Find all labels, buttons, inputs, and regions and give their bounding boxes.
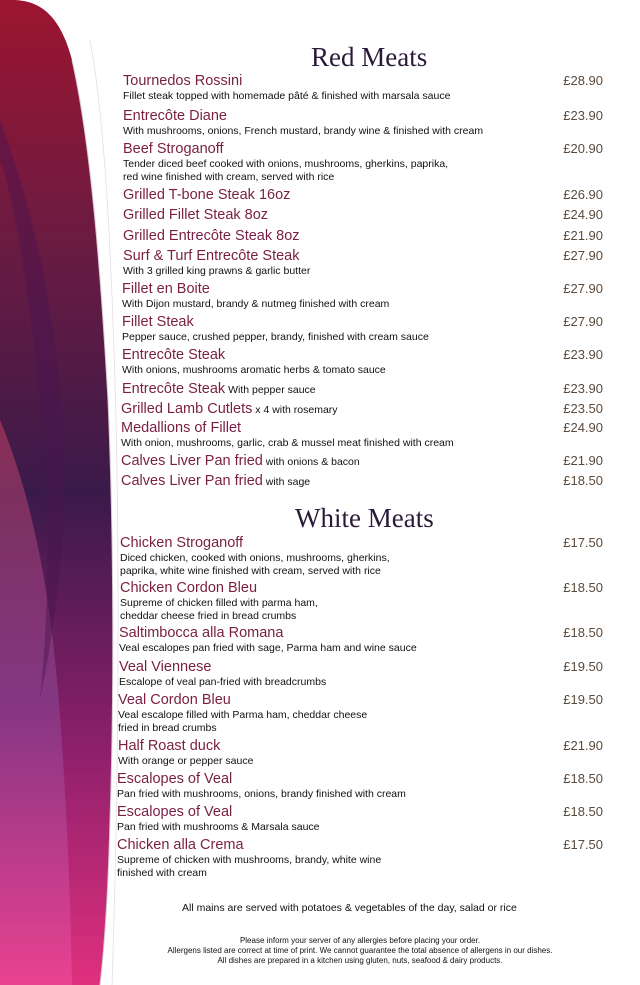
white-meats-title: White Meats [295, 503, 434, 533]
dish-name: Beef Stroganoff [123, 141, 224, 157]
dish-price: £23.90 [563, 381, 603, 396]
dish-price: £19.50 [563, 659, 603, 674]
dish-name: Entrecôte Steak [122, 381, 226, 397]
menu-item-row [123, 206, 603, 224]
dish-price: £17.50 [563, 837, 603, 852]
dish-heading [123, 206, 268, 224]
menu-item [117, 836, 603, 880]
menu-item [121, 419, 603, 450]
menu-item [123, 72, 603, 103]
menu-item-row [120, 579, 603, 597]
menu-item-row [123, 227, 603, 245]
dish-price: £23.90 [563, 347, 603, 362]
dish-description: Tender diced beef cooked with onions, mushrooms, gherkins, paprika, [123, 158, 449, 170]
dish-description: red wine finished with cream, served with rice [123, 171, 335, 183]
dish-heading [117, 770, 232, 788]
menu-item-row [121, 419, 603, 437]
dish-heading [117, 836, 244, 854]
dish-heading [123, 107, 227, 125]
dish-heading [123, 186, 290, 204]
dish-heading [123, 227, 300, 245]
dish-name: Entrecôte Steak [122, 347, 226, 363]
dish-suffix: with sage [262, 476, 311, 488]
dish-price: £18.50 [563, 473, 603, 488]
menu-item [122, 346, 603, 377]
dish-description: With orange or pepper sauce [118, 755, 254, 767]
menu-item-row [122, 313, 603, 331]
dish-heading [122, 280, 210, 298]
menu-item [118, 737, 603, 768]
dish-heading [122, 380, 316, 398]
dish-heading [123, 140, 224, 158]
menu-item-row [122, 280, 603, 298]
dish-description: With Dijon mustard, brandy & nutmeg finished with cream [122, 298, 390, 310]
dish-description: Supreme of chicken with mushrooms, brandy, white wine [117, 854, 382, 866]
dish-price: £23.50 [563, 401, 603, 416]
dish-description: paprika, white wine finished with cream, served with rice [120, 565, 381, 577]
menu-item [120, 579, 603, 623]
dish-price: £27.90 [563, 281, 603, 296]
dish-name: Grilled Entrecôte Steak 8oz [123, 228, 300, 244]
menu-item-row [117, 836, 603, 854]
dish-price: £27.90 [563, 248, 603, 263]
menu-item [117, 770, 603, 801]
allergy-line: Allergens listed are correct at time of print. We cannot guarantee the total absence of allergens in our dishes. [167, 946, 553, 955]
dish-name: Escalopes of Veal [117, 771, 233, 787]
dish-description: Escalope of veal pan-fried with breadcrumbs [119, 676, 327, 688]
menu-item [119, 624, 603, 655]
menu-item-row [123, 186, 603, 204]
menu-item-row [121, 400, 603, 418]
dish-description: Pepper sauce, crushed pepper, brandy, finished with cream sauce [122, 331, 429, 343]
dish-heading [123, 72, 242, 90]
dish-price: £27.90 [563, 314, 603, 329]
dish-price: £21.90 [563, 453, 603, 468]
menu-item-row [118, 691, 603, 709]
dish-description: Pan fried with mushrooms & Marsala sauce [117, 821, 320, 833]
dish-price: £21.90 [563, 738, 603, 753]
dish-description: Diced chicken, cooked with onions, mushrooms, gherkins, [120, 552, 390, 564]
red-meats-title: Red Meats [311, 42, 428, 72]
menu-item [121, 452, 603, 470]
menu-item-row [119, 624, 603, 642]
dish-heading [121, 452, 360, 470]
dish-name: Surf & Turf Entrecôte Steak [123, 248, 300, 264]
dish-heading [122, 313, 194, 331]
menu-item-row [122, 346, 603, 364]
menu-item [122, 280, 603, 311]
dish-name: Chicken alla Crema [117, 837, 244, 853]
dish-description: cheddar cheese fried in bread crumbs [120, 610, 297, 622]
dish-heading [120, 534, 243, 552]
menu-item [118, 691, 603, 735]
dish-name: Chicken Stroganoff [120, 535, 244, 551]
dish-description: Fillet steak topped with homemade pâté & finished with marsala sauce [123, 90, 451, 102]
dish-suffix: with onions & bacon [262, 456, 360, 468]
dish-description: finished with cream [117, 867, 207, 879]
allergy-line: Please inform your server of any allergies before placing your order. [239, 936, 481, 945]
dish-heading [120, 579, 257, 597]
dish-name: Tournedos Rossini [123, 73, 243, 89]
menu-item [122, 380, 603, 398]
dish-heading [122, 346, 225, 364]
menu-item-row [122, 380, 603, 398]
menu-item [117, 803, 603, 834]
dish-description: Supreme of chicken filled with parma ham, [120, 597, 318, 609]
dish-price: £18.50 [563, 804, 603, 819]
menu-item-row [123, 72, 603, 90]
menu-item [121, 472, 603, 490]
dish-heading [123, 247, 300, 265]
menu-item [123, 206, 603, 224]
menu-item-row [123, 107, 603, 125]
allergy-line: All dishes are prepared in a kitchen using gluten, nuts, seafood & dairy products. [217, 956, 503, 965]
dish-description: With 3 grilled king prawns & garlic butter [123, 265, 311, 277]
menu-item-row [119, 658, 603, 676]
menu-item-row [123, 247, 603, 265]
menu-item-row [120, 534, 603, 552]
dish-description: Veal escalope filled with Parma ham, cheddar cheese [118, 709, 368, 721]
dish-name: Calves Liver Pan fried [121, 473, 263, 489]
menu-item [123, 107, 603, 138]
dish-price: £17.50 [563, 535, 603, 550]
dish-name: Veal Cordon Bleu [118, 692, 231, 708]
dish-description: Pan fried with mushrooms, onions, brandy finished with cream [117, 788, 406, 800]
menu-item-row [121, 452, 603, 470]
dish-price: £21.90 [563, 228, 603, 243]
dish-name: Fillet en Boite [122, 281, 210, 297]
menu-item [119, 658, 603, 689]
mains-note: All mains are served with potatoes & vegetables of the day, salad or rice [182, 902, 517, 914]
menu-item-row [123, 140, 603, 158]
menu-item-row [117, 770, 603, 788]
dish-description: Veal escalopes pan fried with sage, Parma ham and wine sauce [119, 642, 417, 654]
dish-price: £23.90 [563, 108, 603, 123]
dish-name: Grilled T-bone Steak 16oz [123, 187, 291, 203]
dish-description: fried in bread crumbs [118, 722, 217, 734]
dish-name: Entrecôte Diane [123, 108, 227, 124]
dish-name: Half Roast duck [118, 738, 221, 754]
dish-heading [121, 419, 241, 437]
menu-item-row [117, 803, 603, 821]
menu-item-row [118, 737, 603, 755]
dish-name: Grilled Lamb Cutlets [121, 401, 253, 417]
dish-heading [117, 803, 232, 821]
menu-item [120, 534, 603, 578]
dish-description: With onion, mushrooms, garlic, crab & mussel meat finished with cream [121, 437, 454, 449]
menu-item [123, 247, 603, 278]
dish-price: £20.90 [563, 141, 603, 156]
dish-heading [119, 658, 211, 676]
menu-item [122, 313, 603, 344]
dish-price: £19.50 [563, 692, 603, 707]
dish-price: £24.90 [563, 207, 603, 222]
dish-price: £26.90 [563, 187, 603, 202]
dish-name: Calves Liver Pan fried [121, 453, 263, 469]
dish-name: Grilled Fillet Steak 8oz [123, 207, 269, 223]
menu-item [123, 227, 603, 245]
dish-description: With mushrooms, onions, French mustard, brandy wine & finished with cream [123, 125, 484, 137]
dish-name: Fillet Steak [122, 314, 194, 330]
dish-suffix: x 4 with rosemary [252, 404, 338, 416]
dish-name: Veal Viennese [119, 659, 212, 675]
dish-price: £28.90 [563, 73, 603, 88]
dish-heading [118, 737, 220, 755]
dish-heading [119, 624, 283, 642]
dish-name: Medallions of Fillet [121, 420, 242, 436]
dish-name: Saltimbocca alla Romana [119, 625, 284, 641]
dish-price: £18.50 [563, 580, 603, 595]
dish-price: £18.50 [563, 771, 603, 786]
dish-suffix: With pepper sauce [225, 384, 316, 396]
dish-price: £24.90 [563, 420, 603, 435]
dish-price: £18.50 [563, 625, 603, 640]
menu-item [123, 186, 603, 204]
dish-heading [118, 691, 231, 709]
dish-heading [121, 400, 338, 418]
dish-name: Escalopes of Veal [117, 804, 233, 820]
menu-item-row [121, 472, 603, 490]
dish-name: Chicken Cordon Bleu [120, 580, 258, 596]
menu-item [123, 140, 603, 184]
menu-item [121, 400, 603, 418]
dish-heading [121, 472, 310, 490]
dish-description: With onions, mushrooms aromatic herbs & tomato sauce [122, 364, 386, 376]
